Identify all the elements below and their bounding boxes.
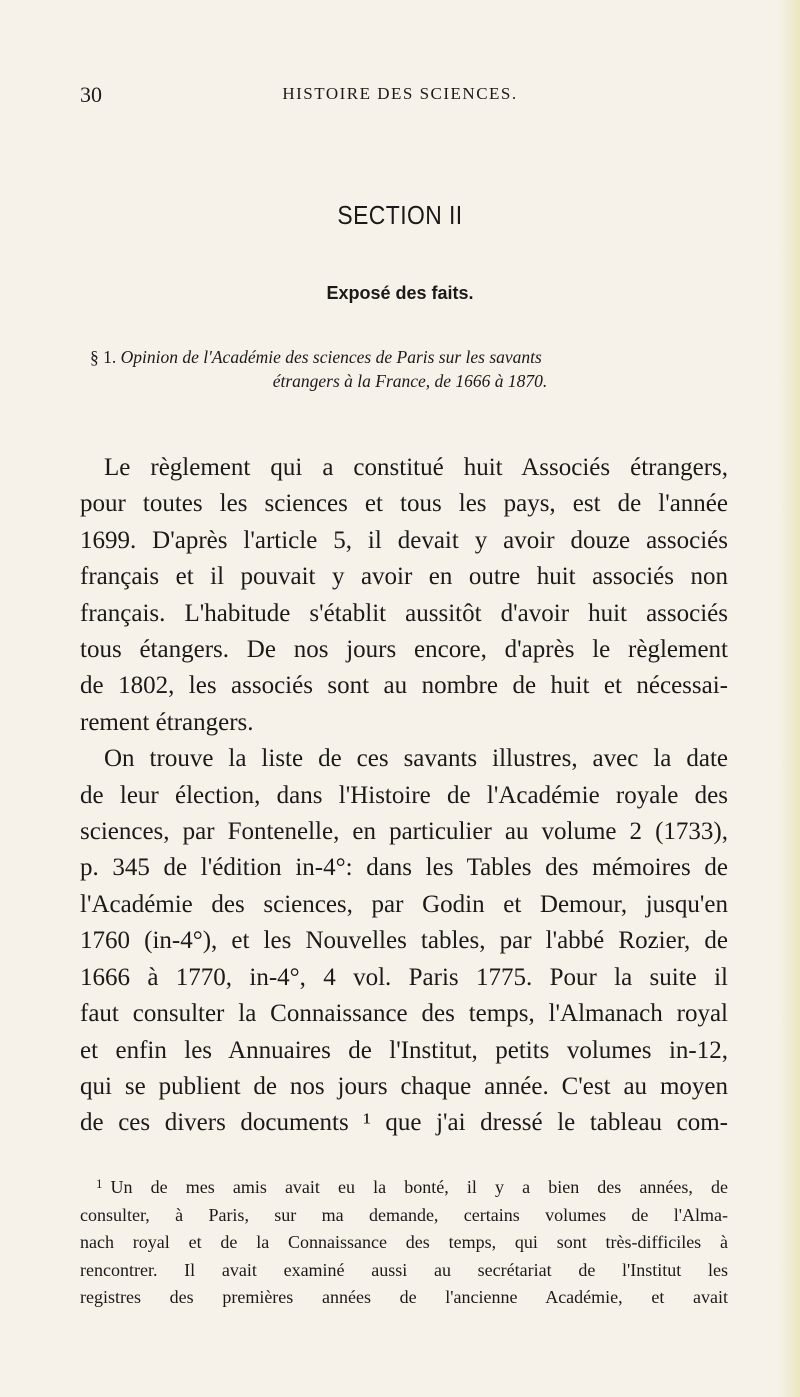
body-line: de leur élection, dans l'Histoire de l'Académie royale des: [80, 781, 728, 809]
body-line: français. L'habitude s'établit aussitôt d'avoir huit associés: [80, 599, 728, 627]
body-line: 1760 (in-4°), et les Nouvelles tables, par l'abbé Rozier, de: [80, 927, 728, 955]
running-head: HISTOIRE DES SCIENCES.: [282, 84, 518, 103]
page-header: [80, 82, 720, 112]
body-line: l'Académie des sciences, par Godin et Demour, jusqu'en: [80, 890, 728, 918]
paragraph-heading-text-1: Opinion de l'Académie des sciences de Paris sur les savants: [120, 347, 542, 367]
body-line: de 1802, les associés sont au nombre de huit et nécessai-: [80, 672, 728, 700]
body-line: p. 345 de l'édition in-4°: dans les Tables des mémoires de: [80, 854, 728, 882]
footnote-line: registres des premières années de l'ancienne Académie, et avait: [80, 1287, 728, 1307]
body-line: 1699. D'après l'article 5, il devait y avoir douze associés: [80, 526, 728, 554]
page-number: 30: [80, 82, 102, 107]
body-text: [80, 450, 728, 1142]
body-line: 1666 à 1770, in-4°, 4 vol. Paris 1775. Pour la suite il: [80, 963, 728, 991]
section-title: SECTION II: [337, 200, 463, 230]
paragraph-heading-line-1: [90, 345, 730, 369]
paragraph-heading: [90, 345, 730, 393]
section-subtitle: Exposé des faits.: [326, 283, 474, 303]
section-symbol: § 1.: [90, 347, 117, 367]
footnote-text-1: Un de mes amis avait eu la bonté, il y a bien des années, de: [110, 1177, 728, 1197]
body-line: faut consulter la Connaissance des temps, l'Almanach royal: [80, 1000, 728, 1028]
page-edge-shadow: [778, 0, 800, 1397]
body-line: Le règlement qui a constitué huit Associés étrangers,: [104, 454, 728, 481]
footnote: [80, 1170, 728, 1312]
footnote-line: [80, 1170, 728, 1202]
paragraph-heading-line-2: étrangers à la France, de 1666 à 1870.: [272, 371, 548, 391]
footnote-line: rencontrer. Il avait examiné aussi au secrétariat de l'Institut les: [80, 1259, 728, 1280]
body-line: et enfin les Annuaires de l'Institut, petits volumes in-12,: [80, 1036, 728, 1064]
footnote-marker: 1: [96, 1176, 103, 1191]
body-line: sciences, par Fontenelle, en particulier au volume 2 (1733),: [80, 818, 728, 846]
body-line: qui se publient de nos jours chaque année. C'est au moyen: [80, 1072, 728, 1100]
body-line: de ces divers documents ¹ que j'ai dressé le tableau com-: [80, 1109, 728, 1137]
body-line: rement étrangers.: [80, 708, 254, 736]
footnote-line: nach royal et de la Connaissance des temps, qui sont très-difficiles à: [80, 1232, 728, 1252]
footnote-line: consulter, à Paris, sur ma demande, certains volumes de l'Alma-: [80, 1204, 728, 1225]
body-line: On trouve la liste de ces savants illustres, avec la date: [104, 745, 728, 773]
body-line: tous étangers. De nos jours encore, d'après le règlement: [80, 636, 728, 664]
body-line: pour toutes les sciences et tous les pays, est de l'année: [80, 490, 728, 518]
body-line: français et il pouvait y avoir en outre huit associés non: [80, 563, 728, 591]
